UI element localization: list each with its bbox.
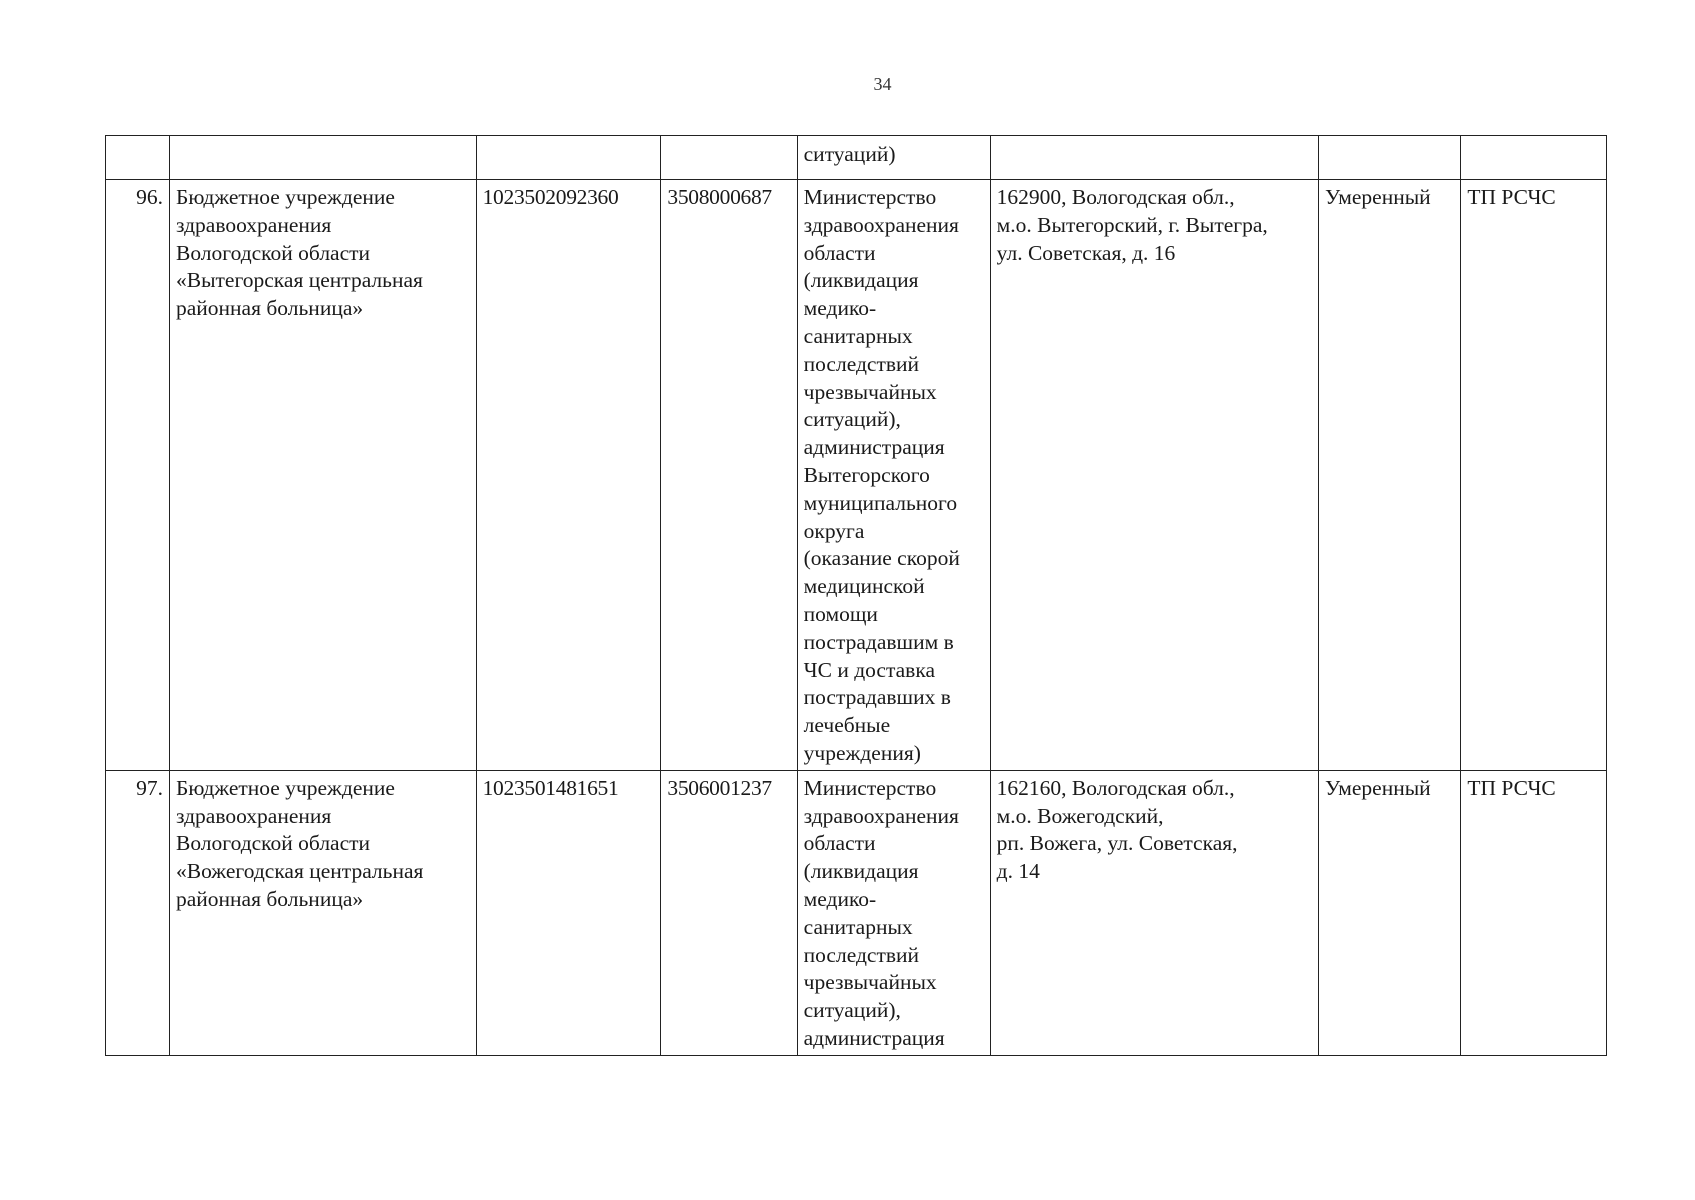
cell-responsible <box>797 180 990 771</box>
cell-system <box>1461 136 1607 180</box>
address-line: 162900, Вологодская обл., <box>996 185 1235 209</box>
responsible-line: чрезвычайных <box>803 970 937 995</box>
cell-inn: 3508000687 <box>661 180 797 771</box>
cell-name <box>170 180 477 771</box>
name-line: «Вожегодская центральная <box>176 859 424 884</box>
responsible-line: администрация <box>803 1025 945 1050</box>
responsible-line: Вытегорского <box>803 462 930 487</box>
responsible-line: Министерство <box>803 775 937 800</box>
cell-name <box>170 136 477 180</box>
responsible-line: области <box>803 240 876 265</box>
name-line: здравоохранения <box>176 212 332 237</box>
cell-risk: Умеренный <box>1318 180 1460 771</box>
responsible-line: учреждения) <box>803 740 921 765</box>
responsible-line: ситуаций), <box>803 998 901 1023</box>
cell-num <box>106 136 170 180</box>
name-line: здравоохранения <box>176 803 332 828</box>
responsible-line: ситуаций), <box>803 407 901 432</box>
name-line: Вологодской области <box>176 831 371 856</box>
cell-system: ТП РСЧС <box>1461 770 1607 1055</box>
cell-responsible <box>797 136 990 180</box>
responsible-line: Министерство <box>803 185 937 209</box>
responsible-line: последствий <box>803 351 920 376</box>
cell-risk <box>1318 136 1460 180</box>
name-line: районная больница» <box>176 296 364 321</box>
name-line: «Вытегорская центральная <box>176 268 423 293</box>
responsible-line: пострадавших в <box>803 685 951 710</box>
cell-risk: Умеренный <box>1318 770 1460 1055</box>
responsible-line: муниципального <box>803 490 958 515</box>
cell-ogrn: 1023502092360 <box>476 180 661 771</box>
responsible-line: здравоохранения <box>803 803 959 828</box>
address-line: м.о. Вытегорский, г. Вытегра, <box>996 212 1268 237</box>
cell-num: 97. <box>106 770 170 1055</box>
responsible-line: медико- <box>803 296 877 321</box>
cell-ogrn <box>476 136 661 180</box>
responsible-line: медицинской <box>803 574 925 599</box>
responsible-line: (оказание скорой <box>803 546 960 571</box>
responsible-line: санитарных <box>803 323 913 348</box>
responsible-line: лечебные <box>803 713 891 738</box>
cell-num: 96. <box>106 180 170 771</box>
responsible-line: области <box>803 831 876 856</box>
name-line: Бюджетное учреждение <box>176 775 395 800</box>
responsible-line: (ликвидация <box>803 859 919 884</box>
cell-system: ТП РСЧС <box>1461 180 1607 771</box>
address-line: 162160, Вологодская обл., <box>996 775 1235 800</box>
cell-address <box>990 770 1318 1055</box>
responsible-line: санитарных <box>803 914 913 939</box>
address-line: м.о. Вожегодский, <box>996 803 1164 828</box>
continuation-row <box>106 136 1607 180</box>
cell-name <box>170 770 477 1055</box>
address-line: рп. Вожега, ул. Советская, <box>996 831 1238 856</box>
responsible-line: последствий <box>803 942 920 967</box>
responsible-line: округа <box>803 518 865 543</box>
responsible-line: администрация <box>803 435 945 460</box>
responsible-line: медико- <box>803 886 877 911</box>
address-line: ул. Советская, д. 16 <box>996 240 1176 265</box>
responsible-tail: ситуаций) <box>803 142 896 166</box>
table-row <box>106 770 1607 1055</box>
responsible-line: здравоохранения <box>803 212 959 237</box>
responsible-line: пострадавшим в <box>803 629 954 654</box>
cell-address <box>990 136 1318 180</box>
responsible-line: (ликвидация <box>803 268 919 293</box>
cell-address <box>990 180 1318 771</box>
responsible-line: помощи <box>803 601 878 626</box>
responsible-line: ЧС и доставка <box>803 657 935 682</box>
objects-table <box>105 135 1607 1056</box>
name-line: районная больница» <box>176 886 364 911</box>
responsible-line: чрезвычайных <box>803 379 937 404</box>
table-row <box>106 180 1607 771</box>
page-number: 34 <box>873 74 892 94</box>
name-line: Вологодской области <box>176 240 371 265</box>
cell-inn: 3506001237 <box>661 770 797 1055</box>
cell-responsible <box>797 770 990 1055</box>
name-line: Бюджетное учреждение <box>176 185 395 209</box>
cell-ogrn: 1023501481651 <box>476 770 661 1055</box>
address-line: д. 14 <box>996 859 1040 884</box>
cell-inn <box>661 136 797 180</box>
